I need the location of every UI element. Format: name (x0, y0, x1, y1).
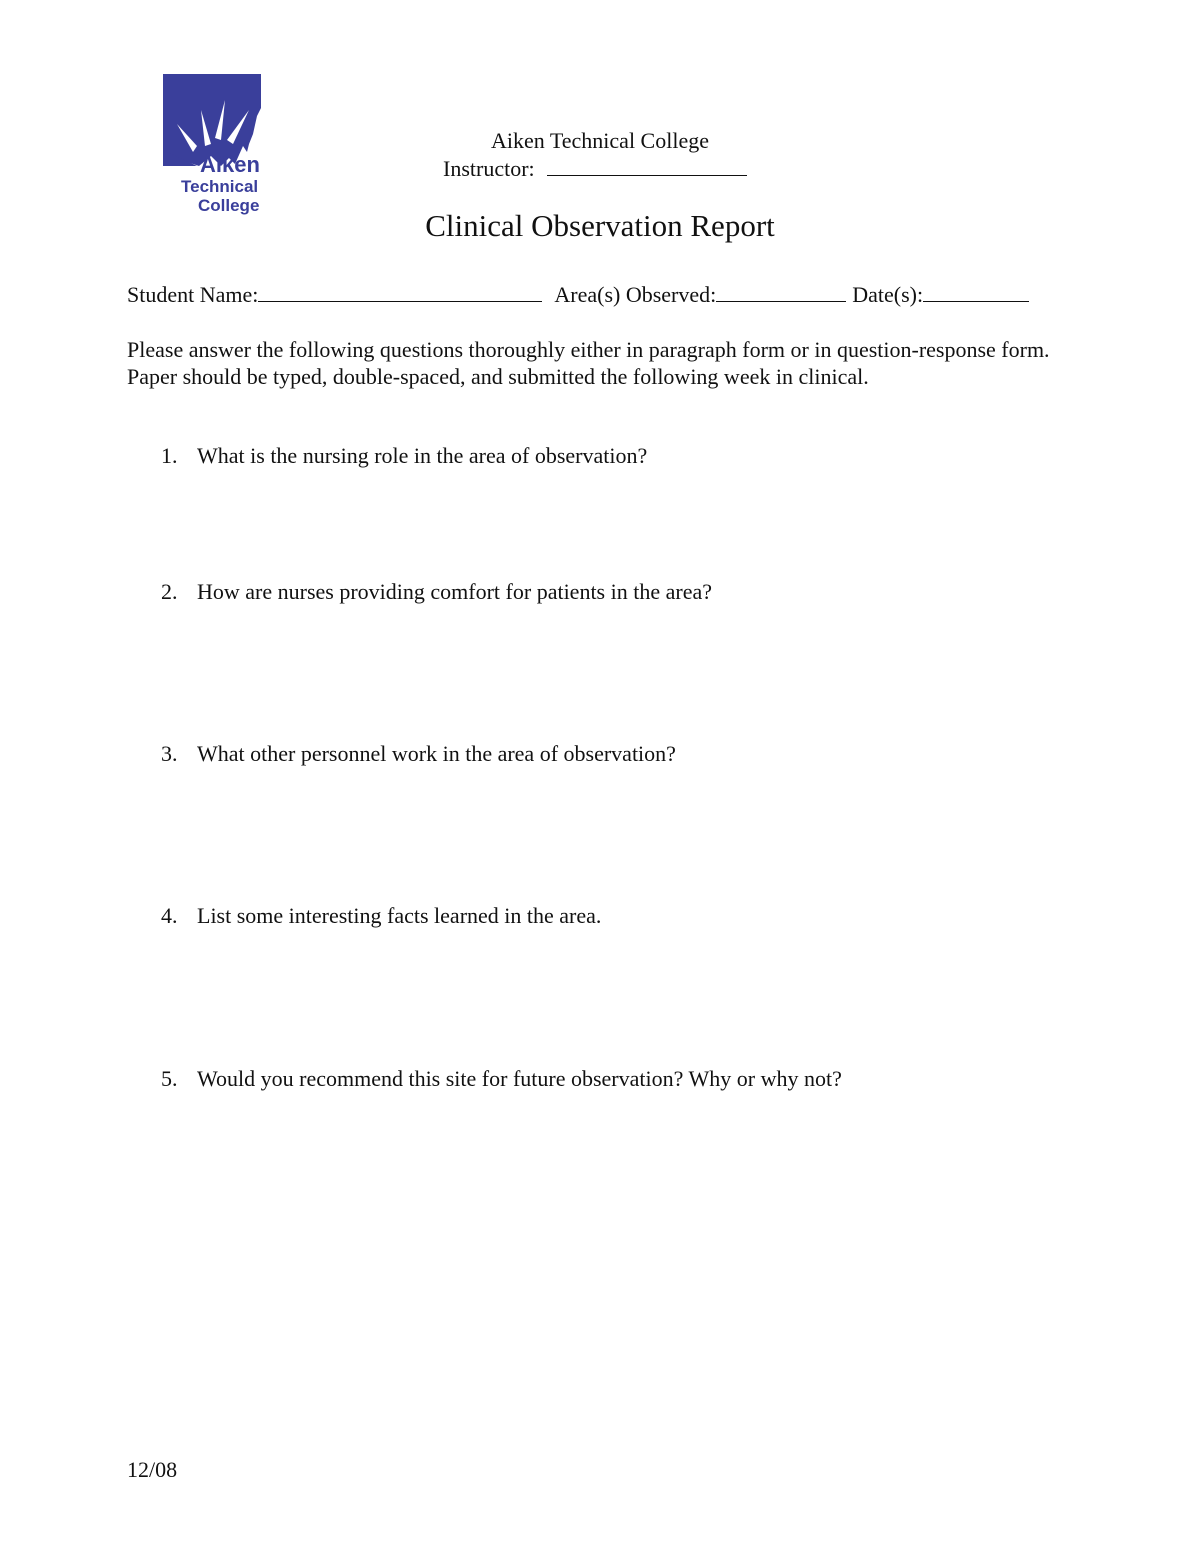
instructions-line-1: Please answer the following questions thoroughly either in paragraph form or in question-response form. (127, 337, 1050, 362)
question-text: What is the nursing role in the area of observation? (197, 443, 648, 468)
logo-line-2: Technical (181, 177, 259, 196)
question-text: How are nurses providing comfort for patients in the area? (197, 579, 712, 604)
question-text: List some interesting facts learned in the area. (197, 903, 602, 928)
logo-line-3: College (198, 196, 260, 215)
question-number: 4. (161, 903, 178, 928)
revision-date: 12/08 (127, 1457, 178, 1482)
instructor-label: Instructor: (443, 156, 535, 181)
question-number: 2. (161, 579, 178, 604)
question-item (161, 579, 712, 605)
areas-observed-label: Area(s) Observed: (554, 282, 717, 307)
instructor-line (443, 155, 747, 182)
student-name-blank[interactable] (258, 281, 542, 302)
dates-blank[interactable] (923, 281, 1029, 302)
student-info-row (127, 281, 1029, 308)
dates-label: Date(s): (852, 282, 924, 307)
instructions (127, 336, 1127, 390)
question-item (161, 1066, 842, 1092)
question-text: Would you recommend this site for future observation? Why or why not? (197, 1066, 842, 1091)
areas-observed-blank[interactable] (716, 281, 846, 302)
instructions-line-2: Paper should be typed, double-spaced, and submitted the following week in clinical. (127, 364, 869, 389)
question-item (161, 903, 601, 929)
question-text: What other personnel work in the area of observation? (197, 741, 676, 766)
college-name: Aiken Technical College (491, 128, 709, 153)
question-item (161, 741, 676, 767)
question-number: 3. (161, 741, 178, 766)
student-name-label: Student Name: (127, 282, 259, 307)
question-number: 5. (161, 1066, 178, 1091)
question-item (161, 443, 647, 469)
logo-line-1: Aiken (200, 152, 260, 177)
question-number: 1. (161, 443, 178, 468)
report-title: Clinical Observation Report (425, 208, 775, 243)
instructor-blank[interactable] (547, 155, 747, 176)
